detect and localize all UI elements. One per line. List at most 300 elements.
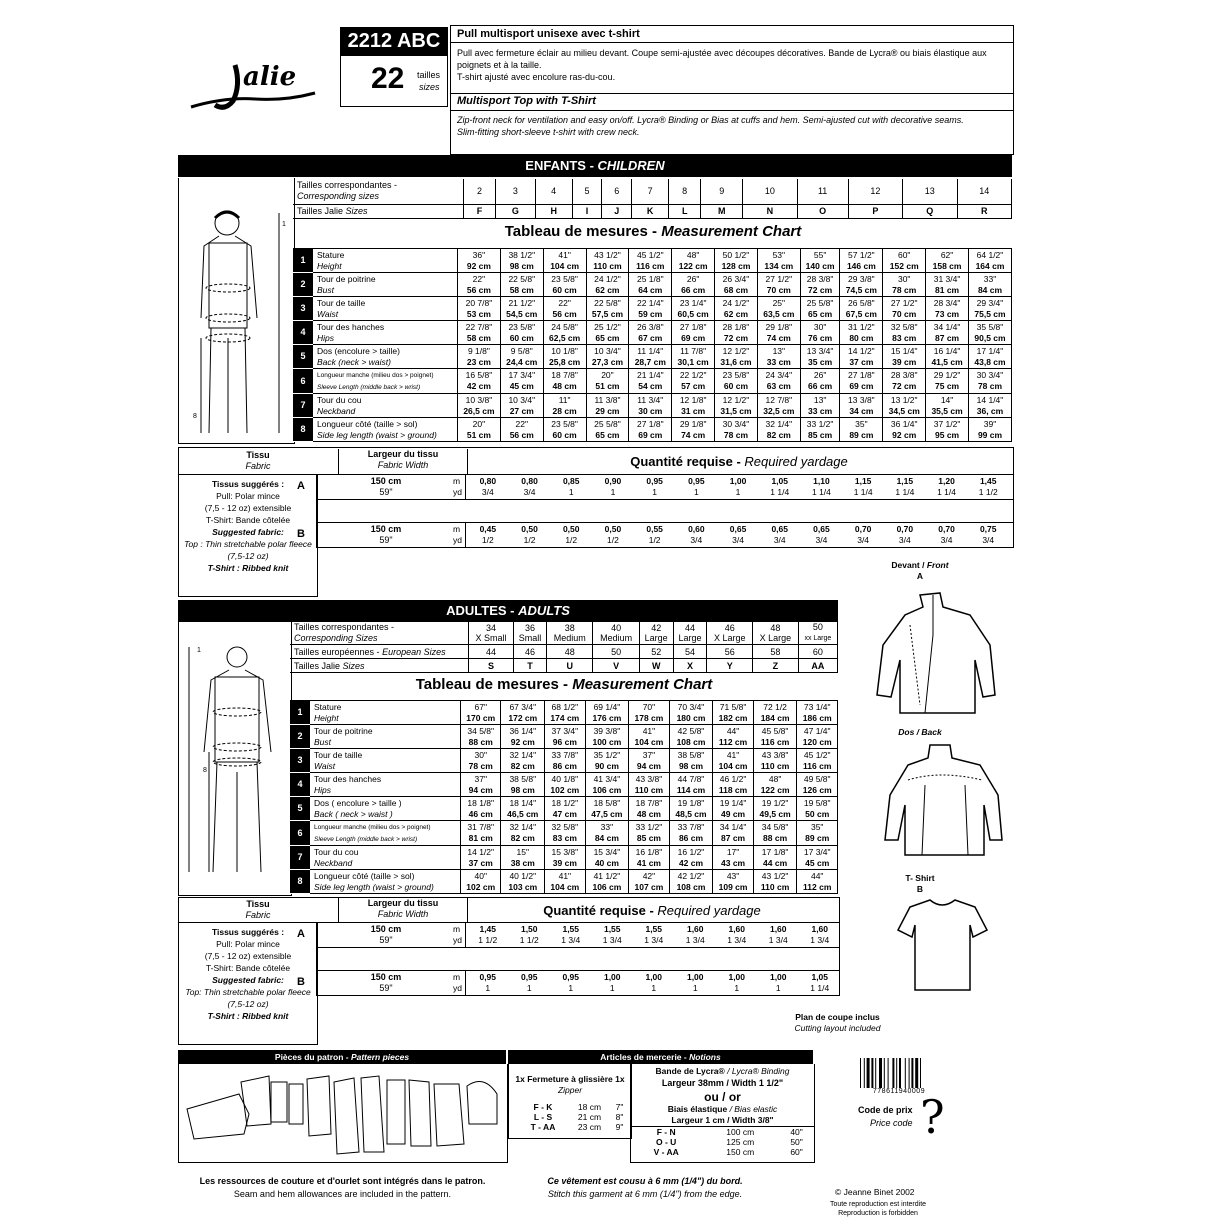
yardage-yd: 3/4 (690, 535, 703, 545)
value-inches: 17" (726, 846, 740, 857)
yardage-title: Quantité requise - Required yardage (630, 454, 848, 469)
value-cm: 63,5 cm (763, 308, 795, 319)
value-cm: 152 cm (889, 260, 919, 271)
value-cm: 65 cm (595, 429, 620, 440)
label-en: Side leg length (waist > ground) (317, 429, 437, 440)
yardage-yd: 1 (485, 983, 491, 993)
yardage-letter: A (297, 480, 305, 492)
yardage-m: 0,95 (562, 972, 580, 982)
label-fr: Longueur manche (milieu dos > poignet) (314, 824, 431, 831)
value-cm: 35,5 cm (931, 405, 963, 416)
yardage-m: 1,00 (728, 972, 746, 982)
value-cm: 110 cm (634, 784, 664, 795)
measurement-label (313, 345, 458, 369)
value-cm: 122 cm (760, 784, 790, 795)
measurement-cell (545, 821, 585, 846)
value-cm: 68 cm (723, 284, 749, 295)
measurement-cell (713, 701, 753, 725)
yardage-m: 0,80 (521, 476, 538, 486)
value-inches: 40 1/2" (509, 870, 537, 881)
measurement-row (290, 846, 838, 870)
sizes-label-en: sizes (419, 82, 440, 92)
value-inches: 27 1/2" (765, 273, 793, 284)
value-inches: 29 1/2" (933, 370, 961, 380)
row-number: 2 (293, 273, 313, 297)
value-inches: 33 7/8" (677, 822, 705, 832)
measurement-cell (500, 369, 543, 394)
yardage-cell (467, 476, 509, 498)
yardage-m: 1,10 (813, 476, 830, 486)
suggested-fabric-line: Top: Thin stretchable polar fleece (185, 987, 311, 997)
yardage-m: 0,75 (979, 524, 997, 534)
measurement-row (293, 418, 1012, 442)
suggested-fabric-line: Suggested fabric: (212, 527, 284, 537)
value-inches: 44 7/8" (677, 773, 705, 784)
measurement-cell (669, 773, 713, 797)
value-inches: 46 1/2" (719, 773, 747, 784)
pattern-pieces-bar: Pièces du patron - Pattern pieces (178, 1050, 506, 1064)
title-en: Multisport Top with T-Shirt (457, 95, 596, 107)
measurement-cell (500, 418, 543, 442)
measurement-cell (500, 249, 543, 273)
value-inches: 21 1/4" (636, 370, 664, 380)
measurement-cell (797, 821, 838, 846)
value-cm: 60 cm (509, 332, 534, 343)
value-cm: 34 cm (849, 405, 874, 416)
measurement-cell (629, 345, 672, 369)
yardage-m: 1,45 (979, 476, 997, 486)
yardage-cell (592, 924, 634, 946)
value-cm: 28,7 cm (634, 356, 666, 367)
value-cm: 184 cm (760, 712, 790, 723)
yardage-yd: 1 (652, 487, 657, 497)
value-inches: 13 1/2" (890, 394, 918, 405)
value-cm: 42 cm (466, 381, 491, 391)
value-cm: 46,5 cm (507, 808, 539, 819)
value-cm: 102 cm (550, 784, 580, 795)
notion-row (631, 1147, 814, 1157)
measurement-cell (840, 273, 883, 297)
measurement-cell (458, 249, 501, 273)
value-inches: 25 5/8" (594, 418, 621, 429)
value-cm: 104 cm (550, 881, 580, 892)
yardage-m: 0,65 (813, 524, 830, 534)
value-inches: 18 1/4" (509, 797, 537, 808)
yardage-cell (759, 524, 801, 546)
value-cm: 75,5 cm (974, 308, 1006, 319)
yardage-m: 0,80 (479, 476, 497, 486)
value-cm: 176 cm (592, 712, 622, 723)
yardage-yd: 3/4 (732, 535, 744, 545)
row-number: 3 (293, 297, 313, 321)
value-inches: 42" (642, 870, 656, 881)
value-inches: 14" (940, 394, 954, 405)
width-cm: 150 cm (370, 524, 402, 534)
value-cm: 45 cm (805, 857, 830, 868)
unit-yd: yd (453, 935, 462, 945)
yardage-m: 1,15 (896, 476, 914, 486)
measurement-cell (840, 369, 883, 394)
measurement-cell (629, 725, 669, 749)
value-inches: 28 1/8" (722, 321, 750, 332)
children-section-bar: ENFANTS - CHILDREN (178, 155, 1012, 177)
value-cm: 112 cm (803, 881, 832, 892)
pattern-pieces-drawing (178, 1064, 508, 1163)
value-inches: 22 5/8" (508, 273, 536, 284)
value-cm: 88 cm (763, 833, 788, 843)
measurement-row (290, 749, 838, 773)
value-cm: 180 cm (676, 712, 706, 723)
measurement-cell (461, 749, 501, 773)
value-cm: 92 cm (466, 260, 491, 271)
barcode-bar (909, 1058, 910, 1088)
value-inches: 23 5/8" (722, 370, 750, 380)
yardage-yd: 1 3/4 (810, 935, 830, 945)
value-inches: 10 3/4" (508, 394, 536, 405)
value-inches: 16 1/2" (677, 846, 705, 857)
measurement-cell (629, 773, 669, 797)
value-cm: 114 cm (676, 784, 706, 795)
size-count: 22 (371, 62, 405, 95)
barcode-bar (905, 1058, 906, 1088)
value-inches: 29 1/8" (679, 418, 707, 429)
value-inches: 17 1/4" (976, 345, 1004, 356)
notion-row (519, 1112, 627, 1122)
measurement-row (293, 345, 1012, 369)
yardage-yd: 3/4 (773, 535, 786, 545)
yardage-cell (676, 476, 718, 498)
measurement-row (290, 870, 838, 894)
yardage-yd: 3/4 (857, 535, 870, 545)
measurement-cell (753, 821, 797, 846)
value-inches: 11 1/4" (637, 345, 664, 356)
value-inches: 26" (813, 370, 827, 380)
label-fr: Tour du cou (317, 394, 362, 405)
measurement-cell (501, 701, 545, 725)
value-inches: 34 5/8" (467, 725, 495, 736)
measurement-cell (501, 821, 545, 846)
value-inches: 14 1/2" (467, 846, 495, 857)
value-cm: 40 cm (594, 857, 619, 868)
yardage-yd: 1 1/4 (853, 487, 873, 497)
value-inches: 42 5/8" (677, 725, 705, 736)
yardage-cell (799, 972, 841, 994)
yardage-m: 0,70 (896, 524, 914, 534)
label-en: Waist (314, 760, 336, 771)
value-inches: 11 3/4" (637, 394, 664, 405)
value-cm: 112 cm (718, 736, 748, 747)
value-inches: 21 1/2" (508, 297, 536, 308)
fabric-width-value (327, 524, 445, 546)
value-inches: 37" (642, 749, 656, 760)
value-inches: 28 3/8" (890, 370, 918, 380)
value-cm: 146 cm (846, 260, 876, 271)
value-cm: 53 cm (466, 308, 491, 319)
value-cm: 83 cm (892, 332, 917, 343)
measurement-cell (926, 369, 969, 394)
yardage-m: 1,05 (811, 972, 829, 982)
measurement-cell (757, 249, 800, 273)
value-cm: 88 cm (468, 736, 493, 747)
measurement-cell (672, 297, 715, 321)
measurement-cell (543, 345, 586, 369)
suggested-fabric-line: (7,5 - 12 oz) extensible (204, 503, 292, 513)
measurement-cell (545, 701, 585, 725)
notion-cell: 18 cm (577, 1102, 602, 1112)
measurement-cell (926, 345, 969, 369)
yardage-m: 0,50 (521, 524, 538, 534)
value-cm: 172 cm (508, 712, 538, 723)
value-inches: 14 1/2" (848, 345, 875, 356)
width-cm: 150 cm (370, 924, 402, 934)
units (453, 476, 462, 498)
yardage-m: 0,55 (646, 524, 663, 534)
children-measurement-table (293, 248, 1012, 442)
value-inches: 55" (813, 249, 827, 260)
value-inches: 32 1/4" (509, 749, 537, 760)
units (453, 924, 462, 946)
measurement-cell (797, 846, 838, 870)
value-inches: 37" (474, 773, 487, 784)
suggested-fabric-line: (7,5-12 oz) (227, 551, 269, 561)
yardage-cell (509, 972, 551, 994)
measurement-cell (500, 345, 543, 369)
value-inches: 35 1/2" (593, 749, 621, 760)
yardage-m: 1,60 (811, 924, 829, 934)
value-cm: 62 cm (723, 308, 749, 319)
value-cm: 116 cm (803, 760, 832, 771)
yardage-yd: 1 (568, 983, 574, 993)
value-inches: 20" (472, 418, 486, 429)
adults-sizes-table: Tailles correspondantes - Corresponding Sizes 34 X Small 36 Small 38 Medium 40 Medium 42 Large 44 Large 46 X Large 48 X Large 50 xx Large Tailles européennes - European Sizes 44 46 48 50 52 54 56 58 60 Tailles Jalie Sizes S T U V W X Y Z AA (290, 622, 838, 673)
notion-cell: 8" (615, 1112, 624, 1122)
suggested-fabric-line: Top : Thin stretchable polar fleece (184, 539, 312, 549)
value-cm: 35 cm (808, 356, 833, 367)
suggested-fabric-line: T-Shirt : Ribbed knit (207, 563, 289, 573)
value-inches: 34 1/4" (933, 321, 961, 332)
notions-bar: Articles de mercerie - Notions (508, 1050, 813, 1064)
value-inches: 28 3/8" (806, 273, 834, 284)
fabric-width-label: Largeur du tissu Fabric Width (338, 898, 468, 922)
width-cm: 150 cm (370, 476, 402, 486)
measurement-cell (968, 345, 1011, 369)
value-cm: 108 cm (676, 736, 706, 747)
measurement-cell (926, 249, 969, 273)
width-in: 59" (379, 535, 393, 545)
svg-text:8: 8 (193, 413, 197, 420)
value-cm: 28 cm (552, 405, 577, 416)
measurement-cell (713, 846, 753, 870)
measurement-row (290, 701, 838, 725)
label-fr: Tour des hanches (314, 773, 382, 784)
value-cm: 54,5 cm (506, 308, 538, 319)
measurement-cell (501, 749, 545, 773)
child-figure (178, 178, 295, 444)
yardage-cell (884, 476, 926, 498)
value-inches: 71 5/8" (719, 701, 747, 712)
row-number: 8 (290, 870, 310, 894)
value-inches: 18 1/2" (551, 797, 579, 808)
value-inches: 41 1/2" (593, 870, 621, 881)
value-cm: 107 cm (634, 881, 664, 892)
value-inches: 17 1/8" (761, 846, 789, 857)
unit-yd: yd (453, 535, 462, 545)
label-fr: Tour de poitrine (317, 273, 376, 284)
measurement-label (313, 249, 458, 273)
measurement-cell (629, 369, 672, 394)
measurement-row (293, 321, 1012, 345)
value-cm: 104 cm (634, 736, 664, 747)
value-cm: 72 cm (892, 381, 917, 391)
value-cm: 100 cm (592, 736, 622, 747)
yardage-m: 0,85 (562, 476, 580, 486)
yardage-cell (509, 476, 551, 498)
value-inches: 40" (474, 870, 487, 881)
barcode-bar (884, 1058, 885, 1088)
measurement-cell (968, 321, 1011, 345)
label-en: Height (317, 260, 342, 271)
measurement-cell (968, 369, 1011, 394)
value-inches: 70 3/4" (677, 701, 705, 712)
value-cm: 74 cm (766, 332, 791, 343)
value-cm: 50 cm (805, 808, 830, 819)
value-cm: 116 cm (636, 260, 665, 271)
width-in: 59" (379, 983, 393, 993)
value-cm: 63 cm (766, 381, 791, 391)
value-inches: 49 5/8" (803, 773, 831, 784)
measurement-cell (458, 418, 501, 442)
measurement-cell (800, 273, 840, 297)
value-cm: 98 cm (509, 260, 534, 271)
measurement-row (290, 725, 838, 749)
yardage-m: 1,45 (479, 924, 497, 934)
value-cm: 78 cm (723, 429, 749, 440)
value-inches: 15 1/4" (890, 345, 918, 356)
measurement-cell (840, 394, 883, 418)
value-cm: 85 cm (636, 833, 661, 843)
value-inches: 19 5/8" (803, 797, 831, 808)
value-inches: 15" (516, 846, 530, 857)
yardage-cell (509, 924, 551, 946)
barcode-bar (871, 1058, 873, 1088)
measurement-cell (461, 870, 501, 894)
value-cm: 34,5 cm (888, 405, 920, 416)
description-box (450, 25, 1014, 155)
yardage-m: 0,45 (479, 524, 497, 534)
children-chart-title: Tableau de mesures - Measurement Chart (504, 223, 802, 240)
yardage-cell (467, 524, 509, 546)
zipper-lengths (519, 1102, 627, 1132)
yardage-cell (592, 476, 634, 498)
barcode-bar (879, 1058, 882, 1088)
value-cm: 134 cm (764, 260, 794, 271)
unit-m: m (453, 972, 461, 982)
measurement-cell (883, 394, 926, 418)
yardage-cell (926, 476, 968, 498)
value-cm: 30,1 cm (677, 356, 709, 367)
measurement-row (290, 773, 838, 797)
yardage-m: 0,65 (729, 524, 747, 534)
width-in: 59" (379, 487, 393, 497)
suggested-fabric-line: Suggested fabric: (212, 975, 284, 985)
price-code-symbol: ? (920, 1090, 945, 1144)
value-cm: 69 cm (638, 429, 663, 440)
value-cm: 47 cm (552, 808, 577, 819)
yardage-cell (926, 524, 968, 546)
svg-text:8: 8 (203, 767, 207, 774)
value-cm: 82 cm (766, 429, 791, 440)
value-cm: 122 cm (678, 260, 708, 271)
measurement-cell (757, 369, 800, 394)
measurement-cell (629, 321, 672, 345)
measurement-cell (501, 797, 545, 821)
measurement-cell (797, 773, 838, 797)
row-number: 5 (290, 797, 310, 821)
value-cm: 62,5 cm (549, 332, 581, 343)
measurement-cell (800, 297, 840, 321)
value-inches: 9 1/8" (467, 345, 490, 356)
measurement-cell (669, 846, 713, 870)
yardage-yd: 1 (693, 487, 699, 497)
value-cm: 82 cm (510, 760, 535, 771)
measurement-cell (926, 297, 969, 321)
yardage-cell (675, 924, 717, 946)
measurement-cell (629, 273, 672, 297)
yardage-yd: 1 (610, 487, 616, 497)
value-inches: 24 1/2" (722, 297, 750, 308)
value-cm: 164 cm (975, 260, 1005, 271)
value-cm: 81 cm (468, 833, 493, 843)
yardage-cell (799, 924, 841, 946)
yardage-m: 0,70 (854, 524, 872, 534)
yardage-yd: 1/2 (523, 535, 536, 545)
measurement-cell (800, 345, 840, 369)
measurement-cell (883, 321, 926, 345)
value-cm: 54 cm (638, 381, 663, 391)
measurement-cell (926, 321, 969, 345)
value-cm: 94 cm (468, 784, 493, 795)
value-cm: 27 cm (509, 405, 534, 416)
yardage-cell (716, 924, 758, 946)
suggested-fabric-line: T-Shirt: Bande côtelée (205, 963, 291, 973)
yardage-m: 0,60 (688, 524, 705, 534)
measurement-cell (629, 870, 669, 894)
value-inches: 53" (772, 249, 786, 260)
value-cm: 108 cm (676, 881, 706, 892)
yardage-m: 0,65 (771, 524, 788, 534)
measurement-cell (883, 418, 926, 442)
yardage-cell (717, 524, 759, 546)
value-cm: 66 cm (808, 381, 833, 391)
measurement-cell (500, 394, 543, 418)
value-inches: 34 5/8" (761, 822, 789, 832)
desc-en: Zip-front neck for ventilation and easy on/off. Lycra® Binding or Bias at cuffs and hem. Semi-ajusted cut with decorative seams. Slim-fitting short-sleeve t-shirt with crew neck. (457, 115, 964, 137)
yardage-m: 1,55 (645, 924, 663, 934)
value-inches: 24 1/2" (594, 273, 621, 284)
measurement-cell (797, 725, 838, 749)
measurement-cell (585, 797, 629, 821)
barcode-bar (896, 1058, 897, 1088)
unit-yd: yd (453, 487, 462, 497)
value-inches: 62" (940, 249, 954, 260)
label-en: Bust (317, 284, 335, 295)
yardage-yd: 1 3/4 (602, 935, 622, 945)
value-cm: 36, cm (976, 405, 1004, 416)
measurement-cell (672, 321, 715, 345)
measurement-row (293, 249, 1012, 273)
measurement-cell (672, 249, 715, 273)
measurement-cell (543, 394, 586, 418)
